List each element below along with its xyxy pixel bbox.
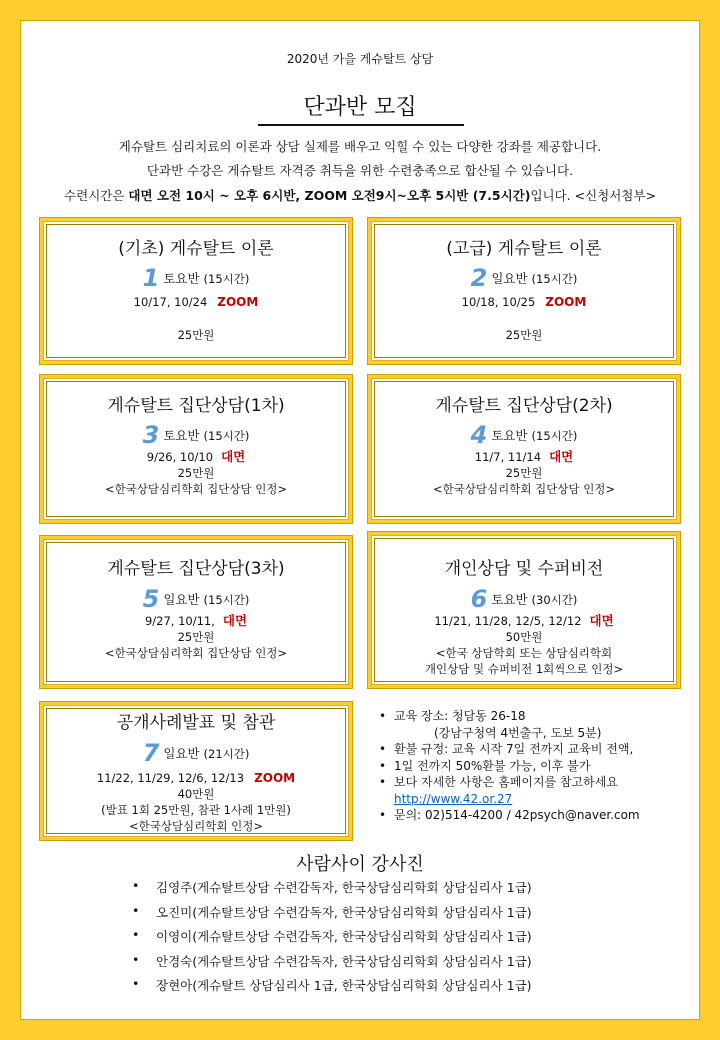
course-note-2: 개인상담 및 슈퍼비전 1회씩으로 인정> xyxy=(424,662,624,676)
course-dates: 11/22, 11/29, 12/6, 12/13 xyxy=(96,771,245,785)
course-dates: 9/27, 10/11, xyxy=(144,614,215,628)
course-title: 공개사례발표 및 참관 xyxy=(116,713,276,733)
course-fee: 50만원 xyxy=(505,630,543,644)
course-note: <한국상담심리학회 집단상담 인정> xyxy=(432,482,616,496)
course-card-3 xyxy=(40,375,352,523)
intro-line-1: 게슈탈트 심리치료의 이론과 상담 실제를 배우고 익힐 수 있는 다양한 강좌를 제공합니다. xyxy=(118,139,602,154)
course-dates: 10/17, 10/24 xyxy=(133,295,208,309)
course-note-2: <한국상담심리학회 인정> xyxy=(128,819,264,833)
info-panel xyxy=(374,708,694,824)
course-dates: 9/26, 10/10 xyxy=(146,450,214,464)
course-fee: 25만원 xyxy=(177,630,215,644)
course-title: 개인상담 및 수퍼비전 xyxy=(444,559,604,579)
course-number: 3 xyxy=(142,421,160,449)
instructor-item: • 이영이(게슈탈트상담 수련감독자, 한국상담심리학회 상담심리사 1급) xyxy=(130,927,690,952)
course-note: (발표 1회 25만원, 참관 1사례 1만원) xyxy=(101,803,291,817)
course-hours: (15시간) xyxy=(203,593,250,607)
intro-line-2: 단과반 수강은 게슈탈트 자격증 취득을 위한 수련충족으로 합산될 수 있습니다. xyxy=(146,163,574,178)
course-fee: 25만원 xyxy=(505,328,543,342)
instructor-item: • 안경숙(게슈탈트상담 수련감독자, 한국상담심리학회 상담심리사 1급) xyxy=(130,952,690,977)
instructors-list xyxy=(130,878,690,1001)
course-day: 토요반 xyxy=(491,428,528,443)
course-hours: (15시간) xyxy=(203,272,250,286)
course-day: 일요반 xyxy=(163,746,200,761)
course-title: (기초) 게슈탈트 이론 xyxy=(118,239,274,259)
course-card-6 xyxy=(368,532,680,688)
course-number: 4 xyxy=(470,421,488,449)
course-day: 일요반 xyxy=(163,592,200,607)
course-mode: ZOOM xyxy=(545,295,587,309)
course-fee: 40만원 xyxy=(177,787,215,801)
intro3-pre: 수련시간은 xyxy=(64,188,129,203)
instructor-item: • 장현아(게슈탈트 상담심리사 1급, 한국상담심리학회 상담심리사 1급) xyxy=(130,976,690,1001)
page-title: 단과반 모집 xyxy=(303,95,417,120)
info-refund-1: • 환불 규정: 교육 시작 7일 전까지 교육비 전액, xyxy=(394,741,694,758)
course-fee: 25만원 xyxy=(177,328,215,342)
course-mode: ZOOM xyxy=(254,771,296,785)
course-day: 토요반 xyxy=(491,592,528,607)
course-number: 7 xyxy=(142,739,160,767)
course-card-1 xyxy=(40,218,352,364)
info-place: • 교육 장소: 청담동 26-18 xyxy=(394,708,694,725)
course-mode: 대면 xyxy=(589,613,614,628)
info-refund-2: • 1일 전까지 50%환불 가능, 이후 불가 xyxy=(394,758,694,775)
course-number: 6 xyxy=(470,585,488,613)
course-note: <한국 상담학회 또는 상담심리학회 xyxy=(435,646,613,660)
course-number: 2 xyxy=(470,264,488,292)
course-card-5 xyxy=(40,536,352,688)
course-title: 게슈탈트 집단상담(2차) xyxy=(435,396,613,416)
course-title: 게슈탈트 집단상담(1차) xyxy=(107,396,285,416)
instructor-item: • 김영주(게슈탈트상담 수련감독자, 한국상담심리학회 상담심리사 1급) xyxy=(130,878,690,903)
course-mode: ZOOM xyxy=(217,295,259,309)
info-contact: • 문의: 02)514-4200 / 42psych@naver.com xyxy=(394,807,694,824)
course-fee: 25만원 xyxy=(505,466,543,480)
course-hours: (21시간) xyxy=(203,747,250,761)
course-note: <한국상담심리학회 집단상담 인정> xyxy=(104,646,288,660)
course-number: 1 xyxy=(142,264,160,292)
course-dates: 10/18, 10/25 xyxy=(461,295,536,309)
course-fee: 25만원 xyxy=(177,466,215,480)
top-note: 2020년 가을 게슈탈트 상담 xyxy=(286,52,434,66)
instructors-title: 사람사이 강사진 xyxy=(296,854,424,875)
course-card-4 xyxy=(368,375,680,523)
course-mode: 대면 xyxy=(221,449,246,464)
title-underline xyxy=(258,124,464,126)
intro3-bold: 대면 오전 10시 ~ 오후 6시반, ZOOM 오전9시~오후 5시반 (7.5시간) xyxy=(128,188,531,203)
course-dates: 11/7, 11/14 xyxy=(474,450,542,464)
course-hours: (15시간) xyxy=(531,272,578,286)
course-day: 토요반 xyxy=(163,428,200,443)
intro-line-3 xyxy=(20,186,700,204)
course-mode: 대면 xyxy=(549,449,574,464)
course-title: 게슈탈트 집단상담(3차) xyxy=(107,559,285,579)
course-note: <한국상담심리학회 집단상담 인정> xyxy=(104,482,288,496)
course-hours: (15시간) xyxy=(531,429,578,443)
course-card-2 xyxy=(368,218,680,364)
homepage-link[interactable]: http://www.42.or.27 xyxy=(394,791,513,806)
course-card-7 xyxy=(40,702,352,840)
course-day: 토요반 xyxy=(163,271,200,286)
course-day: 일요반 xyxy=(491,271,528,286)
course-number: 5 xyxy=(142,585,160,613)
info-more: • 보다 자세한 사항은 홈페이지를 참고하세요 xyxy=(394,774,694,791)
course-dates: 11/21, 11/28, 12/5, 12/12 xyxy=(434,614,582,628)
info-place-sub xyxy=(394,725,694,742)
course-title: (고급) 게슈탈트 이론 xyxy=(446,239,602,259)
course-hours: (15시간) xyxy=(203,429,250,443)
course-hours: (30시간) xyxy=(531,593,578,607)
intro3-post: 입니다. <신청서첨부> xyxy=(530,188,656,203)
instructor-item: • 오진미(게슈탈트상담 수련감독자, 한국상담심리학회 상담심리사 1급) xyxy=(130,903,690,928)
course-mode: 대면 xyxy=(222,613,248,628)
info-url-row xyxy=(394,791,694,808)
info-place-sub-text: (강남구청역 4번출구, 도보 5분) xyxy=(434,725,602,740)
